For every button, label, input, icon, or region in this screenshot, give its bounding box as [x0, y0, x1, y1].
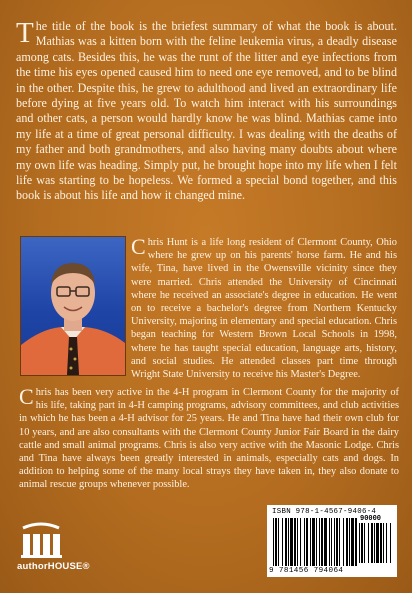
barcode-addon-number: 90000	[360, 515, 382, 523]
author-photo	[20, 236, 126, 376]
ean-number: 9 781456 794064	[269, 567, 344, 575]
author-portrait-illustration	[21, 237, 125, 375]
publisher-name: authorHOUSE®	[17, 561, 90, 572]
author-bio	[131, 236, 397, 381]
isbn-barcode	[267, 505, 397, 577]
bio2-drop-cap: C	[19, 384, 34, 409]
author-house-logo-icon	[17, 522, 65, 560]
author-bio-continued	[19, 386, 399, 492]
blurb-text: he title of the book is the briefest summary of what the book is about. Mathias was a kitten born with the feline leukemia virus, a deadly disease among cats. Besides this, he was the runt of the litter and eye infections from the time his eyes opened caused him to need one eye removed, and to be blind in the other. Despite this, he grew to adulthood and lived an extraordinary life before dying at five years old. To watch him interact with his surroundings and other cats, a person would hardly know he was blind. Mathias came into my life at a time of great personal difficulty. I was dealing with the deaths of my father and both grandmothers, and also having many doubts about where my own life was heading. Simply put, he brought hope into my life when I felt life was starting to be hopeless. We formed a special bond together, and this book is about his life and how it changed mine.	[16, 19, 397, 203]
book-blurb	[16, 19, 397, 204]
bio-text: hris Hunt is a life long resident of Clermont County, Ohio where he grew up on his parents' horse farm. He and his wife, Tina, have lived in the Owensville vicinity since they were married. Chris attended the University of Cincinnati where he received an associate's degree in education. He went on to receive a bachelor's degree from Northern Kentucky University, majoring in elementary and special education. Chris began teaching for Western Brown Local Schools in 1998, where he has taught special education, language arts, history, and social studies. He attended classes part time through Wright State University to receive his Master's Degree.	[131, 237, 397, 381]
bio2-text: hris has been very active in the 4-H program in Clermont County for the majority of his life, taking part in 4-H camping programs, advisory committees, and club activities in which he has been a 4-H advisor for 25 years. He and Tina have had their own club for 10 years, and are also consultants with the Clermont County Junior Fair Board in the dairy cattle and small animal programs. Chris is also very active with the Masonic Lodge. Chris and Tina have always been greatly interested in animals, especially cats and dogs. In addition to helping some of the many local strays they have taken in, they also donate to animal rescue groups whenever possible.	[19, 387, 399, 491]
ean-barcode-bars	[273, 518, 357, 566]
bio-drop-cap: C	[131, 234, 146, 259]
addon-barcode-bars	[359, 523, 391, 563]
blurb-drop-cap: T	[16, 17, 34, 49]
isbn-number: ISBN 978-1-4567-9406-4	[272, 508, 377, 516]
publisher-logo	[17, 522, 97, 576]
